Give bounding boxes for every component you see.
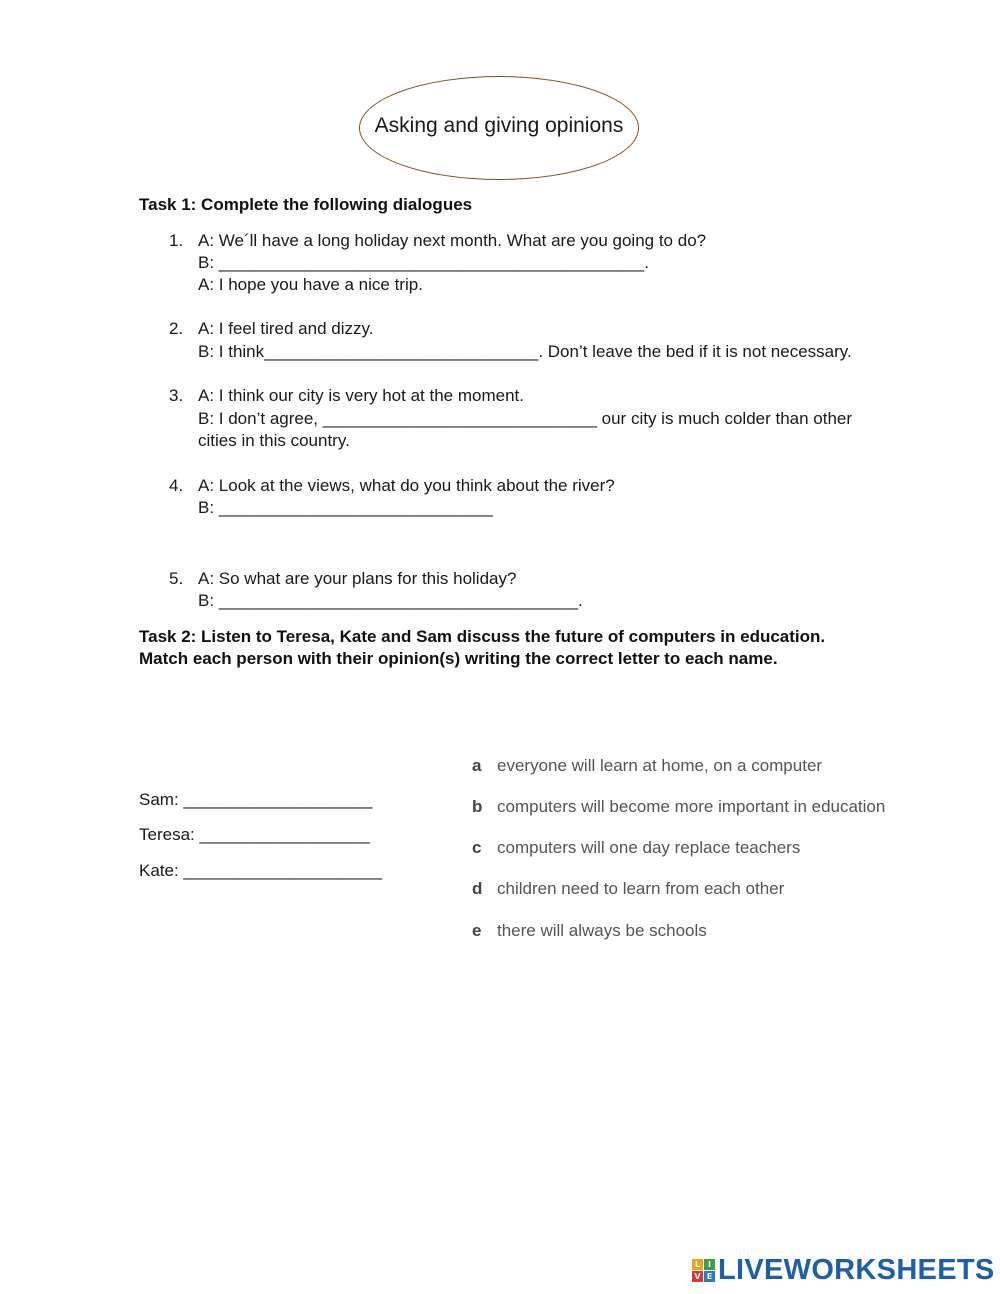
dialogue-line: A: We´ll have a long holiday next month. What are you going to do? — [198, 231, 707, 250]
task2-heading: Match each person with their opinion(s) writing the correct letter to each name. — [139, 649, 778, 668]
answer-blank[interactable]: B: I don’t agree, _____________________________ our city is much colder than other — [198, 409, 853, 428]
logo-tile: E — [704, 1271, 715, 1282]
answer-blank[interactable]: B: ______________________________________. — [198, 591, 583, 610]
option-letter: e — [472, 921, 482, 940]
name-blank-teresa[interactable]: Teresa: __________________ — [139, 825, 370, 844]
option-text: computers will one day replace teachers — [497, 838, 801, 857]
dialogue-line: A: Look at the views, what do you think about the river? — [198, 476, 615, 495]
task2-heading: Task 2: Listen to Teresa, Kate and Sam discuss the future of computers in education. — [139, 627, 826, 646]
item-number: 5. — [169, 569, 184, 588]
name-blank-sam[interactable]: Sam: ____________________ — [139, 790, 373, 809]
logo-tile: V — [692, 1271, 703, 1282]
logo-tile: L — [692, 1259, 703, 1270]
page-title: Asking and giving opinions — [374, 114, 624, 137]
dialogue-line: A: I think our city is very hot at the moment. — [198, 386, 524, 405]
item-number: 1. — [169, 231, 184, 250]
option-letter: b — [472, 797, 483, 816]
answer-blank[interactable]: B: _____________________________ — [198, 498, 493, 517]
dialogue-line: A: I feel tired and dizzy. — [198, 319, 374, 338]
task1-heading: Task 1: Complete the following dialogues — [139, 195, 473, 214]
option-letter: a — [472, 756, 482, 775]
logo-tile: I — [704, 1259, 715, 1270]
logo-mark-icon — [692, 1259, 715, 1282]
option-letter: d — [472, 879, 483, 898]
option-text: computers will become more important in education — [497, 797, 886, 816]
option-text: children need to learn from each other — [497, 879, 785, 898]
dialogue-line: A: So what are your plans for this holiday? — [198, 569, 517, 588]
dialogue-line: A: I hope you have a nice trip. — [198, 275, 423, 294]
name-blank-kate[interactable]: Kate: _____________________ — [139, 861, 382, 880]
item-number: 3. — [169, 386, 184, 405]
dialogue-line: cities in this country. — [198, 431, 350, 450]
liveworksheets-logo — [692, 1255, 995, 1285]
item-number: 4. — [169, 476, 184, 495]
option-text: there will always be schools — [497, 921, 707, 940]
answer-blank[interactable]: B: _____________________________________________. — [198, 253, 649, 272]
item-number: 2. — [169, 319, 184, 338]
option-text: everyone will learn at home, on a computer — [497, 756, 823, 775]
logo-text: LIVEWORKSHEETS — [718, 1253, 995, 1286]
answer-blank[interactable]: B: I think_____________________________. Don’t leave the bed if it is not necessary. — [198, 342, 852, 361]
option-letter: c — [472, 838, 482, 857]
